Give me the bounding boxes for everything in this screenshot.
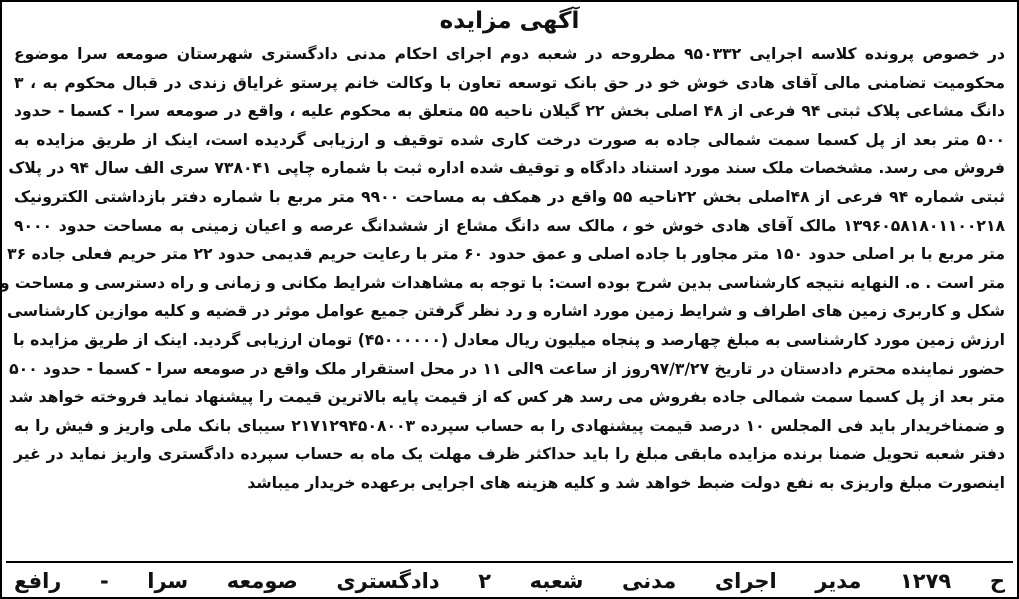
notice-signature: ح ۱۲۷۹ مدیر اجرای مدنی شعبه ۲ دادگستری صومعه سرا - رافع — [14, 569, 1005, 593]
notice-line: متر مربع با بر اصلی حدود ۱۵۰ متر مجاور با جاده اصلی و عمق حدود ۶۰ متر با رعایت حریم قدیمی حدود ۲۲ متر حریم فعلی جاده ۳۶ — [7, 245, 1005, 264]
notice-line: در خصوص پرونده کلاسه اجرایی ۹۵۰۳۳۲ مطروحه در شعبه دوم اجرای احکام مدنی دادگستری شهرستان صومعه سرا موضوع — [14, 45, 1005, 63]
notice-line: متر است . ه. النهایه نتیجه کارشناسی بدین شرح بوده است: با توجه به مشاهدات شرایط مکانی و زمانی و راه دسترسی و مساحت و — [0, 273, 1005, 292]
notice-line: اینصورت مبلغ واریزی به نفع دولت ضبط خواهد شد و کلیه هزینه های اجرایی برعهده خریدار میباشد — [247, 474, 1005, 492]
notice-line: متر بعد از پل کسما سمت شمالی جاده بفروش می رسد هر کس که از قیمت پایه بالاترین قیمت را پیشنهاد نماید فروخته خواهد شد — [8, 388, 1005, 407]
notice-line: شکل و کاربری زمین های اطراف و شرایط زمین مورد اشاره و رد نظر گرفتن جمیع عوامل موثر در قضیه و کلیه موازین کارشناسی — [7, 302, 1005, 321]
notice-line: محکومیت تضامنی مالی آقای هادی خوش خو در حق بانک توسعه تعاون با وکالت خانم پرستو غرایاق زندی در قبال محکوم به ، ۳ — [14, 73, 1005, 92]
notice-line: فروش می رسد. مشخصات ملک سند مورد استناد دادگاه و توقیف شده اداره ثبت با شماره چاپی ۷۳۸۰۴۱ سری الف سال ۹۴ در پلاک — [8, 159, 1005, 178]
notice-line: حضور نماینده محترم دادستان در تاریخ ۹۷/۳/۲۷روز از ساعت ۹الی ۱۱ در محل استقرار ملک واقع در صومعه سرا - کسما - حدود ۵۰۰ — [9, 359, 1005, 378]
notice-title: آگهی مزایده — [439, 8, 580, 34]
notice-line: ۱۳۹۶۰۵۸۱۸۰۱۱۰۰۲۱۸ مالک آقای هادی خوش خو ، مالک سه دانگ مشاع از ششدانگ عرصه و اعیان زمینی به مساحت حدود ۹۰۰۰ — [14, 216, 1005, 235]
notice-line: و ضمناخریدار باید فی المجلس ۱۰ درصد قیمت پیشنهادی را به حساب سپرده ۲۱۷۱۲۹۴۵۰۸۰۰۳ سیبای بانک ملی واریز و فیش را به — [14, 416, 1005, 435]
notice-line: ۵۰۰ متر بعد از پل کسما سمت شمالی جاده به صورت درخت کاری شده توقیف و ارزیابی گردیده است، اینک از طریق مزایده به — [14, 130, 1005, 149]
notice-line: دفتر شعبه تحویل ضمنا برنده مزایده مابقی مبلغ را باید حداکثر ظرف مهلت یک ماه به حساب سپرده دادگستری واریز نماید در غیر — [14, 445, 1005, 464]
notice-line: دانگ مشاعی پلاک ثبتی ۹۴ فرعی از ۴۸ اصلی بخش ۲۲ گیلان ناحیه ۵۵ متعلق به محکوم علیه ، واقع در صومعه سرا - کسما - حدود — [14, 102, 1005, 121]
notice-line: ثبتی شماره ۹۴ فرعی از ۴۸اصلی بخش ۲۲ناحیه ۵۵ واقع در همکف به مساحت ۹۹۰۰ متر مربع با شماره دفتر بازداشتی الکترونیک — [14, 188, 1005, 206]
notice-line: ارزش زمین مورد کارشناسی به مبلغ چهارصد و پنجاه میلیون ریال معادل (۴۵۰۰۰۰۰۰) تومان ارزیابی گردید. اینک از طریق مزایده با — [12, 331, 1005, 349]
